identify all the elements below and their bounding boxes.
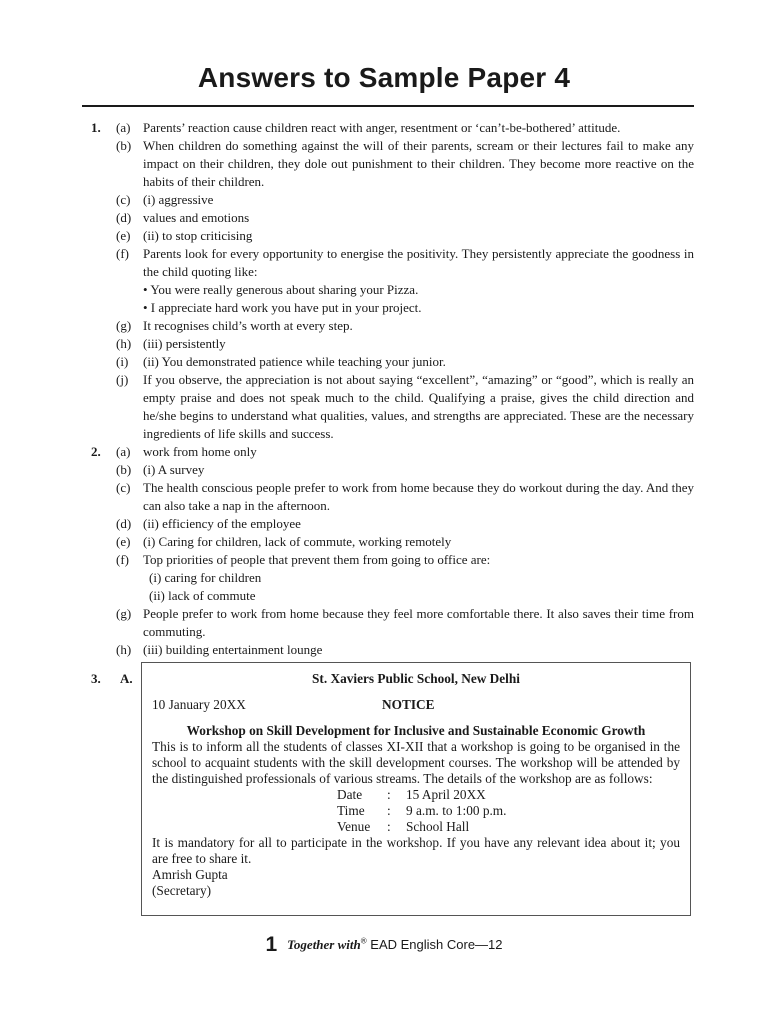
q1-c <box>0 191 768 209</box>
q2-h-label: (h) <box>116 642 132 657</box>
q2-c <box>0 479 768 515</box>
detail-value: 9 a.m. to 1:00 p.m. <box>406 803 507 818</box>
answers-content <box>0 119 768 932</box>
notice-heading: NOTICE <box>382 697 435 712</box>
detail-key: Venue <box>337 819 371 834</box>
q1-i-label: (i) <box>116 354 129 369</box>
q1-number: 1. <box>91 120 101 135</box>
q1-f-text: Parents look for every opportunity to energise the positivity. They persistently appreciate the goodness in the child quoting like: <box>143 246 694 279</box>
q2-e-text: (i) Caring for children, lack of commute, working remotely <box>143 534 452 549</box>
detail-value: 15 April 20XX <box>406 787 486 802</box>
page-title: Answers to Sample Paper 4 <box>197 62 571 93</box>
q2-h-text: (iii) building entertainment lounge <box>143 642 323 657</box>
q1-e-label: (e) <box>116 228 131 243</box>
detail-separator: : <box>387 787 391 802</box>
q1-a-text: Parents’ reaction cause children react with anger, resentment or ‘can’t-be-bothered’ attitude. <box>143 120 621 135</box>
q1-i-text: (ii) You demonstrated patience while teaching your junior. <box>143 354 446 369</box>
q1-c-label: (c) <box>116 192 131 207</box>
q1-f-bullet: • I appreciate hard work you have put in your project. <box>143 300 422 315</box>
q1-f-label: (f) <box>116 246 129 261</box>
title-rule <box>82 105 694 107</box>
detail-key: Time <box>337 803 365 818</box>
notice-dateline <box>152 697 680 713</box>
notice-box <box>141 662 691 916</box>
q1-a-label: (a) <box>116 120 131 135</box>
q1-c-text: (i) aggressive <box>143 192 214 207</box>
notice-date: 10 January 20XX <box>152 697 246 712</box>
q2-h <box>0 641 768 659</box>
detail-value: School Hall <box>406 819 470 834</box>
q2-d <box>0 515 768 533</box>
notice-subject: Workshop on Skill Development for Inclusive and Sustainable Economic Growth <box>186 723 646 738</box>
q2-b-text: (i) A survey <box>143 462 205 477</box>
q2-number: 2. <box>91 444 101 459</box>
notice-body: This is to inform all the students of classes XI-XII that a workshop is going to be organised in the school to acquaint students with the skill development courses. The workshop will be attended by the distinguished professionals of various streams. The details of the workshop are as follows: <box>152 739 680 786</box>
q2-f-text: Top priorities of people that prevent them from going to office are: <box>143 552 491 567</box>
q1-j-label: (j) <box>116 372 129 387</box>
notice-detail-row <box>152 803 680 819</box>
notice-school-name: St. Xaviers Public School, New Delhi <box>312 671 520 686</box>
q3-part-label: A. <box>120 671 133 686</box>
page-footer <box>0 933 768 957</box>
footer-registered-mark: ® <box>360 936 367 946</box>
q2-g <box>0 605 768 641</box>
notice-detail-row <box>152 819 680 835</box>
notice-signatory: Amrish Gupta <box>152 867 228 882</box>
detail-separator: : <box>387 819 391 834</box>
q1-h-text: (iii) persistently <box>143 336 226 351</box>
q2-b <box>0 461 768 479</box>
q2-f-sub-item: (i) caring for children <box>149 570 262 585</box>
q2-d-label: (d) <box>116 516 132 531</box>
q1-f <box>0 245 768 317</box>
q1-h-label: (h) <box>116 336 132 351</box>
q2-g-label: (g) <box>116 606 132 621</box>
q1-b <box>0 137 768 191</box>
q1-b-label: (b) <box>116 138 132 153</box>
q2-c-text: The health conscious people prefer to work from home because they do workout during the day. And they can also take a nap in the afternoon. <box>143 480 694 513</box>
q1-e-text: (ii) to stop criticising <box>143 228 253 243</box>
q2-f <box>0 551 768 605</box>
q1-f-bullet: • You were really generous about sharing your Pizza. <box>143 282 419 297</box>
footer-book-title: EAD English Core—12 <box>370 937 503 952</box>
q1-g-text: It recognises child’s worth at every step. <box>143 318 353 333</box>
footer-page-number: 1 <box>265 933 278 956</box>
q1-g-label: (g) <box>116 318 132 333</box>
q2-b-label: (b) <box>116 462 132 477</box>
detail-key: Date <box>337 787 363 802</box>
q2-e-label: (e) <box>116 534 131 549</box>
footer-brand: Together with <box>287 937 361 952</box>
q1-j <box>0 371 768 443</box>
q2-g-text: People prefer to work from home because they feel more comfortable there. It also saves their time from commuting. <box>143 606 694 639</box>
notice-closing: It is mandatory for all to participate in the workshop. If you have any relevant idea about it; you are free to share it. <box>152 835 680 866</box>
q1-b-text: When children do something against the will of their parents, scream or their lectures fail to make any impact on their children, they dole out punishment to their children. They become more reactive on the habits of their children. <box>143 138 694 189</box>
q2-a-text: work from home only <box>143 444 257 459</box>
q1-d <box>0 209 768 227</box>
notice-designation: (Secretary) <box>152 883 212 898</box>
q1-g <box>0 317 768 335</box>
q2-f-sub-item: (ii) lack of commute <box>149 588 256 603</box>
q1-j-text: If you observe, the appreciation is not about saying “excellent”, “amazing” or “good”, which is really an empty praise and does not speak much to the child. Qualifying a praise, gives the child direction and he/she begins to understand what qualities, values, and strengths are appreciated. These are the necessary ingredients of life skills and success. <box>143 372 694 441</box>
q2-d-text: (ii) efficiency of the employee <box>143 516 301 531</box>
q2-a <box>0 443 768 461</box>
q1-a <box>0 119 768 137</box>
q1-d-text: values and emotions <box>143 210 250 225</box>
q1-h <box>0 335 768 353</box>
q1-d-label: (d) <box>116 210 132 225</box>
q2-f-label: (f) <box>116 552 129 567</box>
q3 <box>0 662 768 932</box>
q2-e <box>0 533 768 551</box>
notice-detail-row <box>152 787 680 803</box>
q1-i <box>0 353 768 371</box>
q3-number: 3. <box>91 671 101 686</box>
q1-e <box>0 227 768 245</box>
q2-c-label: (c) <box>116 480 131 495</box>
detail-separator: : <box>387 803 391 818</box>
q2-a-label: (a) <box>116 444 131 459</box>
